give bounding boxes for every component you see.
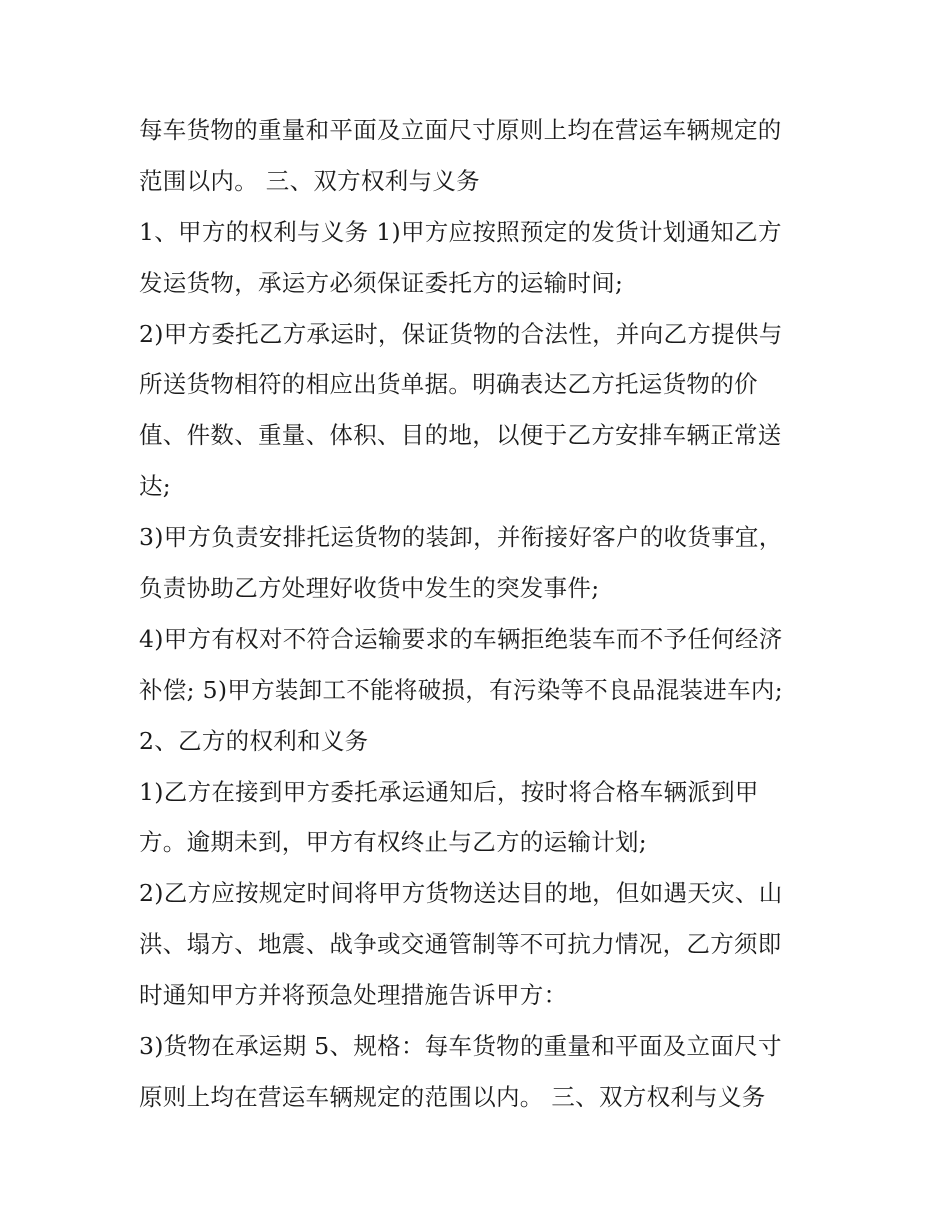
document-body	[139, 105, 839, 1123]
text-line: 所送货物相符的相应出货单据。明确表达乙方托运货物的价	[139, 370, 758, 399]
text-line: 4)甲方有权对不符合运输要求的车辆拒绝装车而不予任何经济	[139, 624, 783, 653]
text-line: 时通知甲方并将预急处理措施告诉甲方：	[139, 981, 568, 1010]
text-line: 原则上均在营运车辆规定的范围以内。 三、双方权利与义务	[139, 1082, 766, 1111]
text-line: 值、件数、重量、体积、目的地，以便于乙方安排车辆正常送	[139, 421, 782, 450]
text-line: 3)甲方负责安排托运货物的装卸，并衔接好客户的收货事宜，	[139, 523, 783, 552]
text-line: 每车货物的重量和平面及立面尺寸原则上均在营运车辆规定的	[139, 116, 782, 144]
text-line: 洪、塌方、地震、战争或交通管制等不可抗力情况，乙方须即	[139, 930, 782, 959]
text-line: 达;	[139, 472, 172, 501]
text-line: 范围以内。 三、双方权利与义务	[139, 166, 480, 195]
text-line: 2、乙方的权利和义务	[139, 726, 369, 755]
text-line: 2)乙方应按规定时间将甲方货物送达目的地，但如遇天灾、山	[139, 879, 783, 908]
text-line: 补偿; 5)甲方装卸工不能将破损，有污染等不良品混装进车内;	[139, 675, 783, 704]
text-line: 1、甲方的权利与义务 1)甲方应按照预定的发货计划通知乙方	[139, 217, 782, 246]
text-line: 2)甲方委托乙方承运时，保证货物的合法性，并向乙方提供与	[139, 319, 783, 348]
text-line: 方。逾期未到，甲方有权终止与乙方的运输计划;	[139, 828, 648, 857]
text-line: 发运货物，承运方必须保证委托方的运输时间;	[139, 268, 624, 297]
text-line: 1)乙方在接到甲方委托承运通知后，按时将合格车辆派到甲	[139, 777, 759, 806]
text-line: 3)货物在承运期 5、规格：每车货物的重量和平面及立面尺寸	[139, 1032, 782, 1061]
text-line: 负责协助乙方处理好收货中发生的突发事件;	[139, 574, 600, 603]
